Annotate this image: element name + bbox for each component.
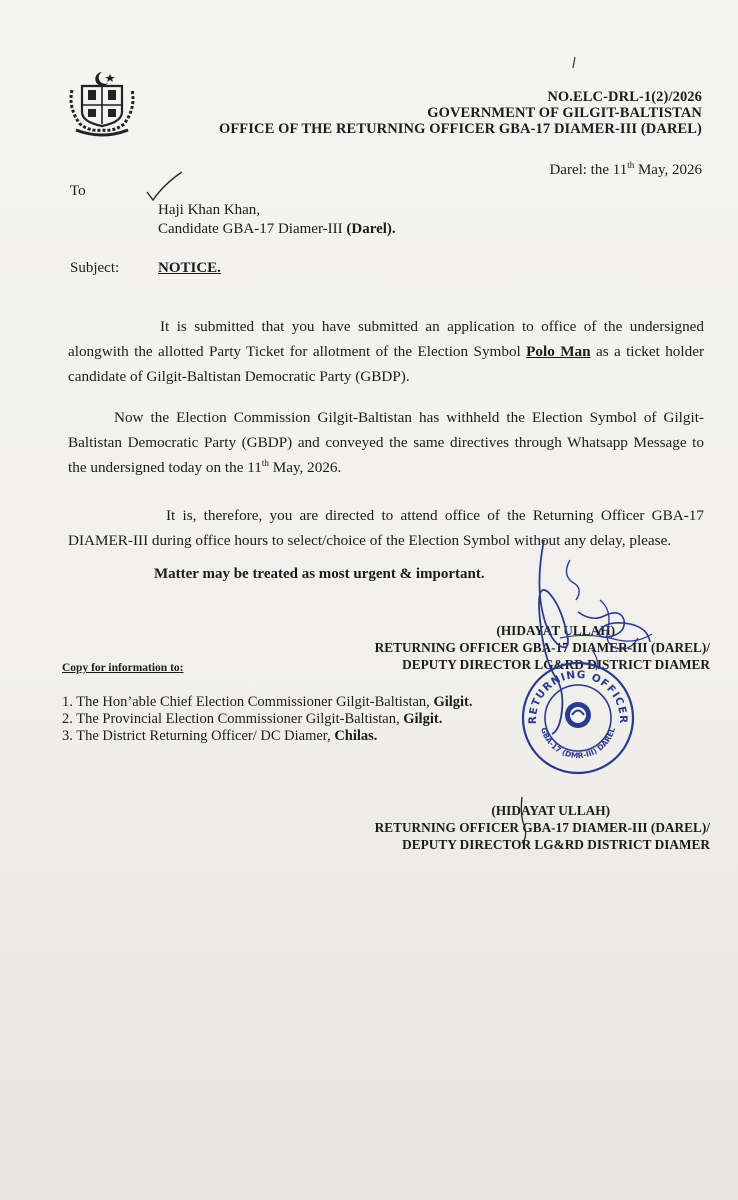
signatory-title-1a: RETURNING OFFICER GBA-17 DIAMER-III (DAREL)/ — [374, 640, 710, 655]
signatory-title-2a: RETURNING OFFICER GBA-17 DIAMER-III (DAREL)/ — [374, 820, 710, 835]
signatory-title-2b: DEPUTY DIRECTOR LG&RD DISTRICT DIAMER — [402, 837, 710, 852]
tick-mark — [144, 170, 184, 204]
stamp-top-text: RETURNING OFFICER — [526, 668, 630, 725]
signature-cross-mark — [516, 795, 536, 845]
copy-item-1 — [62, 694, 473, 711]
signature-block-2 — [375, 802, 710, 853]
para2-text-a: Now the Election Commission Gilgit-Baltistan has withheld the Election Symbol of Gilgit-Baltistan Democratic Party (GBDP) and conveyed the same directives through Whatsapp Message to the undersigned today on the 11 — [68, 409, 704, 476]
government-heading: GOVERNMENT OF GILGIT-BALTISTAN — [427, 105, 702, 121]
office-heading: OFFICE OF THE RETURNING OFFICER GBA-17 DIAMER-III (DAREL) — [218, 121, 702, 137]
reference-number: NO.ELC-DRL-1(2)/2026 — [547, 89, 702, 105]
date-line — [549, 160, 702, 179]
to-label: To — [70, 183, 86, 199]
para1-text-b: as a ticket holder candidate of Gilgit-Baltistan Democratic Party (GBDP). — [68, 343, 704, 385]
copy-item-3-bold: Chilas. — [334, 728, 378, 744]
signatory-name-2-text: (HIDAYAT ULLAH) — [491, 803, 610, 818]
copy-item-3 — [62, 728, 473, 745]
para2-text-b: May, 2026. — [268, 459, 342, 476]
addressee-name: Haji Khan Khan, — [158, 202, 261, 218]
para2-superscript: th — [261, 457, 269, 468]
signatory-name-2 — [375, 802, 710, 819]
addressee-designation — [158, 221, 396, 238]
addressee-designation-bold: (Darel). — [346, 221, 396, 237]
state-emblem-icon — [66, 68, 138, 138]
copy-item-3-text: 3. The District Returning Officer/ DC Diamer, — [62, 728, 335, 744]
handwritten-signature — [500, 520, 690, 740]
copy-item-1-text: 1. The Hon’able Chief Election Commissioner Gilgit-Baltistan, — [62, 694, 434, 710]
copy-item-2-text: 2. The Provincial Election Commissioner Gilgit-Baltistan, — [62, 711, 404, 727]
body-paragraph-1 — [68, 314, 704, 389]
copy-list — [62, 694, 473, 745]
subject-label: Subject: — [70, 260, 120, 276]
date-prefix: Darel: the 11 — [549, 162, 628, 178]
copy-item-2-bold: Gilgit. — [403, 711, 443, 727]
para3-text: It is, therefore, you are directed to attend office of the Returning Officer GBA-17 DIAMER-III during office hours to select/choice of the Election Symbol without any delay, please. — [68, 507, 704, 549]
urgent-note: Matter may be treated as most urgent & important. — [154, 566, 485, 582]
para1-text-a: It is submitted that you have submitted an application to office of the undersigned alongwith the allotted Party Ticket for allotment of the Election Symbol — [68, 318, 704, 360]
subject-value: NOTICE. — [158, 260, 221, 276]
body-paragraph-2 — [68, 405, 704, 480]
stamp-bottom-text: GBA-17 (DMR-III) DAREL — [538, 726, 618, 761]
addressee-designation-text: Candidate GBA-17 Diamer-III — [158, 221, 347, 237]
election-symbol: Polo Man — [526, 343, 591, 360]
signatory-name-1-text: (HIDAYAT ULLAH) — [496, 623, 615, 638]
signatory-title-1b: DEPUTY DIRECTOR LG&RD DISTRICT DIAMER — [402, 657, 710, 672]
copy-item-1-bold: Gilgit. — [433, 694, 473, 710]
header-pen-mark — [570, 56, 578, 70]
date-superscript: th — [627, 160, 635, 170]
copy-heading: Copy for information to: — [62, 662, 184, 674]
copy-item-2 — [62, 711, 473, 728]
date-suffix: May, 2026 — [634, 162, 702, 178]
